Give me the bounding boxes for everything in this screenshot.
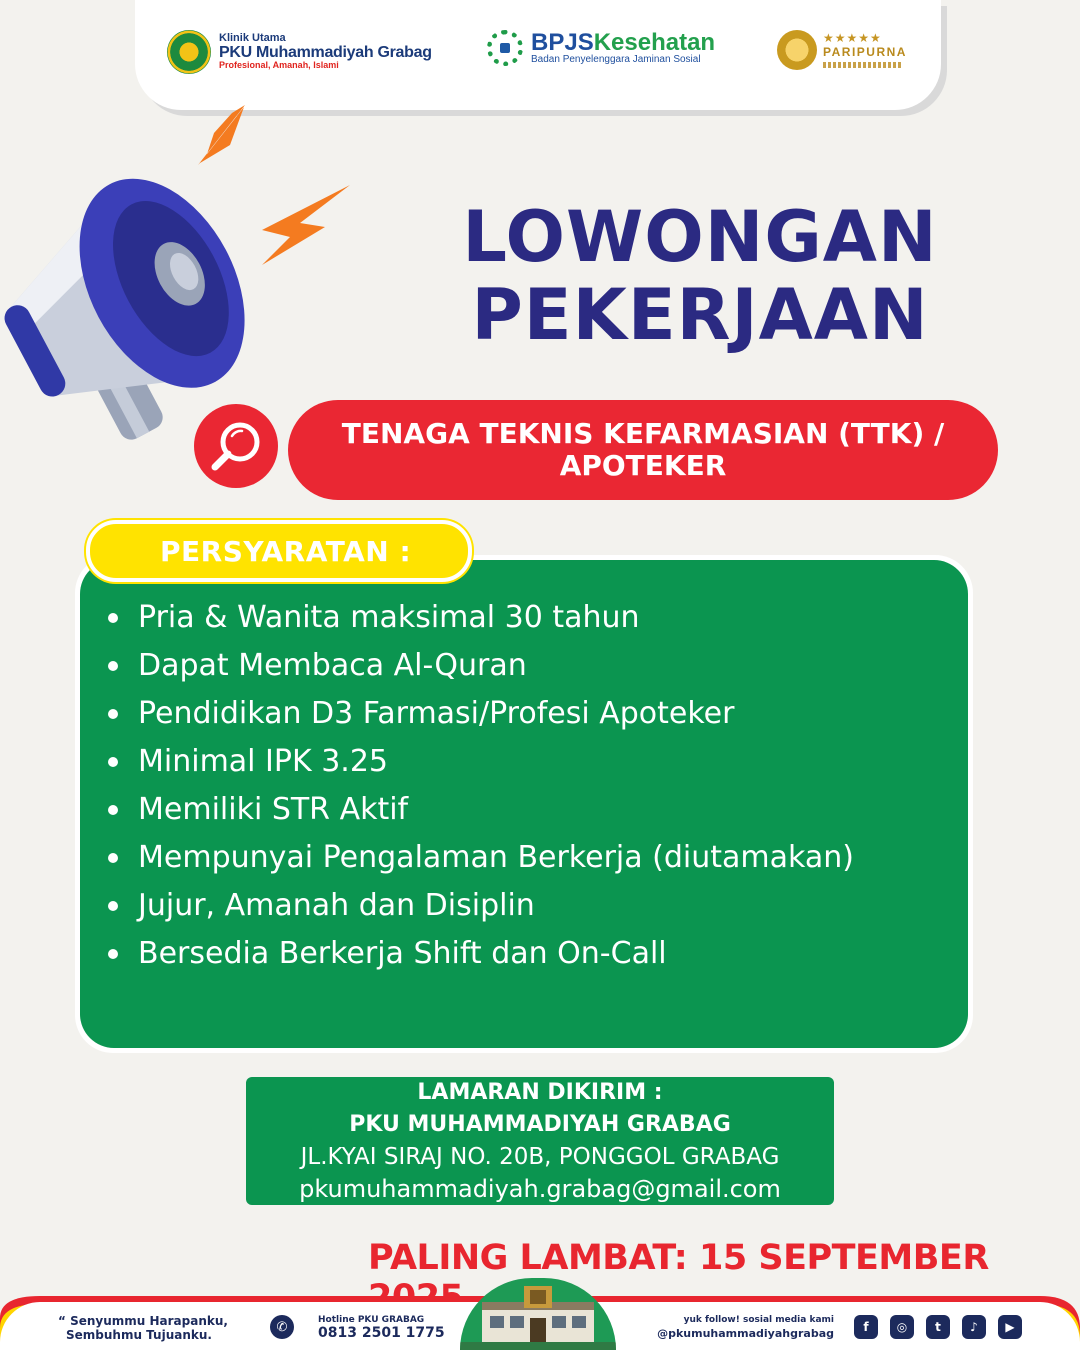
pku-tagline: Profesional, Amanah, Islami — [219, 60, 339, 71]
hotline-number[interactable]: 0813 2501 1775 — [318, 1325, 445, 1341]
magnifier-icon — [206, 416, 266, 476]
bullet-icon — [108, 901, 118, 911]
application-heading: LAMARAN DIKIRIM : — [417, 1080, 663, 1105]
job-vacancy-title — [430, 198, 970, 354]
muhammadiyah-emblem-icon — [167, 30, 211, 74]
footer-quote: “ Senyummu Harapanku, Sembuhmu Tujuanku. — [58, 1314, 228, 1342]
twitter-icon[interactable]: t — [926, 1315, 950, 1339]
requirement-item: Jujur, Amanah dan Disiplin — [102, 882, 968, 930]
megaphone-icon — [0, 105, 360, 455]
paripurna-title: PARIPURNA — [823, 44, 907, 59]
requirement-item: Pria & Wanita maksimal 30 tahun — [102, 594, 968, 642]
hotline-info — [318, 1314, 445, 1340]
paripurna-stars: ★★★★★ — [823, 31, 882, 46]
paripurna-seal-icon — [777, 30, 817, 70]
facebook-icon[interactable]: f — [854, 1315, 878, 1339]
requirement-item: Dapat Membaca Al-Quran — [102, 642, 968, 690]
position-title: TENAGA TEKNIS KEFARMASIAN (TTK) / APOTEKER — [288, 400, 998, 500]
bullet-icon — [108, 661, 118, 671]
bpjs-subtitle: Badan Penyelenggara Jaminan Sosial — [531, 54, 701, 66]
requirements-card — [75, 555, 973, 1053]
requirement-item: Bersedia Berkerja Shift dan On-Call — [102, 930, 968, 978]
tiktok-icon[interactable]: ♪ — [962, 1315, 986, 1339]
bullet-icon — [108, 757, 118, 767]
paripurna-logo — [777, 30, 907, 70]
bpjs-emblem-icon — [487, 30, 523, 66]
requirements-heading: PERSYARATAN : — [86, 520, 472, 582]
application-address: JL.KYAI SIRAJ NO. 20B, PONGGOL GRABAG — [300, 1144, 780, 1170]
bpjs-logo — [487, 30, 715, 66]
pku-clinic-name: PKU Muhammadiyah Grabag — [219, 43, 432, 61]
social-follow-info — [636, 1314, 834, 1340]
paripurna-subtext-decoration — [823, 62, 903, 68]
application-org: PKU MUHAMMADIYAH GRABAG — [349, 1112, 731, 1137]
requirement-item: Minimal IPK 3.25 — [102, 738, 968, 786]
search-badge — [194, 404, 278, 488]
bullet-icon — [108, 613, 118, 623]
pku-clinic-label: Klinik Utama — [219, 32, 286, 45]
requirement-item: Mempunyai Pengalaman Berkerja (diutamakan) — [102, 834, 968, 882]
requirement-item: Pendidikan D3 Farmasi/Profesi Apoteker — [102, 690, 968, 738]
title-line-1: LOWONGAN — [462, 196, 938, 278]
social-icons — [854, 1315, 1022, 1339]
bullet-icon — [108, 949, 118, 959]
bpjs-brand-kesehatan: Kesehatan — [593, 29, 716, 57]
bullet-icon — [108, 853, 118, 863]
header-logos-card — [135, 0, 941, 110]
application-box — [246, 1077, 834, 1205]
follow-label: yuk follow! sosial media kami — [683, 1315, 834, 1325]
requirements-list — [102, 594, 968, 978]
title-line-2: PEKERJAAN — [471, 274, 929, 356]
bpjs-brand-bpjs: BPJS — [531, 29, 594, 57]
bullet-icon — [108, 805, 118, 815]
whatsapp-icon[interactable]: ✆ — [270, 1315, 294, 1339]
bullet-icon — [108, 709, 118, 719]
social-handle[interactable]: @pkumuhammadiyahgrabag — [657, 1327, 834, 1340]
youtube-icon[interactable]: ▶ — [998, 1315, 1022, 1339]
deadline-text: PALING LAMBAT: 15 SEPTEMBER — [368, 1238, 989, 1278]
application-email: pkumuhammadiyah.grabag@gmail.com — [299, 1175, 781, 1203]
instagram-icon[interactable]: ◎ — [890, 1315, 914, 1339]
pku-logo — [167, 30, 432, 74]
requirement-item: Memiliki STR Aktif — [102, 786, 968, 834]
hotline-label: Hotline PKU GRABAG — [318, 1315, 425, 1325]
